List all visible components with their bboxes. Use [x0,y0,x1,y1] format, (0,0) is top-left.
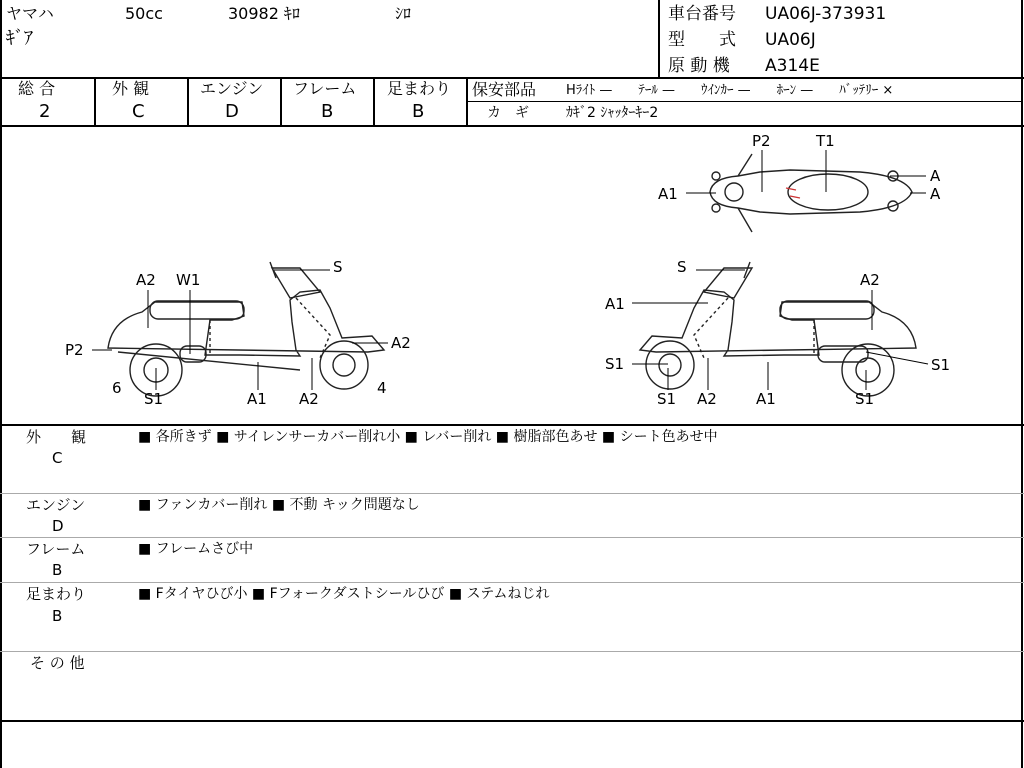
mark-label: S1 [657,390,677,408]
type-value: UA06J [765,30,816,50]
grade-label-suspension: 足まわり [387,79,452,98]
grade-divider [94,78,96,126]
engine-value: A314E [765,56,820,76]
mark-label: S1 [144,390,164,408]
displacement: 50cc [125,4,163,23]
grade-divider [187,78,189,126]
mark-label: S [677,258,687,276]
maker: ヤマハ [6,4,54,23]
mark-label: A2 [697,390,717,408]
remark-grade-exterior: C [52,449,63,467]
footer-line [0,720,1024,722]
mark-label: A2 [299,390,319,408]
remark-label-suspension: 足まわり [26,585,87,603]
grade-value-frame: B [321,101,334,122]
remark-label-other: そ の 他 [30,654,85,672]
mileage: 30982 ｷﾛ [228,4,300,23]
mark-label: S1 [605,355,625,373]
scooter-top-view [710,154,912,232]
mark-label: A2 [860,271,880,289]
model-name: ｷﾞｱ [6,28,33,49]
mark-label: A2 [391,334,411,352]
frame-no-label: 車台番号 [668,4,736,24]
remark-text-suspension: ■ Fタイヤひび小 ■ Fフォークダストシールひび ■ ステムねじれ [138,586,550,602]
header-bottom-line [0,77,1024,79]
remark-grade-frame: B [52,561,63,579]
mark-label: A1 [247,390,267,408]
remark-text-engine: ■ ファンカバー削れ ■ 不動 キック問題なし [138,497,420,513]
mark-label: 4 [377,379,387,397]
grade-value-suspension: B [412,101,425,122]
remark-label-engine: エンジン [26,496,86,514]
damage-diagram [0,127,1024,424]
mark-label: S [333,258,343,276]
grade-value-exterior: C [132,101,145,122]
grade-label-overall: 総 合 [18,79,56,98]
mark-label: S1 [855,390,875,408]
leader-lines [92,150,928,390]
remark-divider [0,651,1024,652]
grade-divider [466,78,468,126]
type-label: 型 式 [668,30,736,50]
mark-label: 6 [112,379,122,397]
grade-divider [373,78,375,126]
diagram-bottom-line [0,424,1024,426]
safety-items: Hﾗｲﾄ — ﾃｰﾙ — ｳｲﾝｶｰ — ﾎｰﾝ — ﾊﾞｯﾃﾘｰ × [566,83,894,98]
mark-label: T1 [816,132,835,150]
mark-label: A1 [658,185,678,203]
grade-label-engine: エンジン [200,79,264,98]
remark-text-frame: ■ フレームさび中 [138,541,254,557]
mark-label: W1 [176,271,201,289]
grade-label-frame: フレーム [293,79,357,98]
mark-label: A [930,185,941,203]
mark-label: A [930,167,941,185]
frame-no: UA06J-373931 [765,4,887,24]
remark-divider [0,493,1024,494]
remark-label-exterior: 外 観 [26,428,87,446]
color: ｼﾛ [395,4,412,23]
mark-label: A2 [136,271,156,289]
remark-text-exterior: ■ 各所きず ■ サイレンサーカバー削れ小 ■ レバー削れ ■ 樹脂部色あせ ■ シート色あせ中 [138,429,718,445]
safety-divider [467,101,1023,102]
mark-label: P2 [65,341,84,359]
remark-divider [0,537,1024,538]
key-value: ｶｷﾞ2 ｼｬｯﾀｰｷｰ2 [566,105,659,121]
key-label: カ ギ [487,105,529,121]
remark-label-frame: フレーム [26,540,86,558]
grade-label-exterior: 外 観 [112,79,150,98]
mark-label: S1 [931,356,951,374]
header-divider [658,0,660,78]
grade-divider [280,78,282,126]
grade-value-engine: D [225,101,239,122]
engine-label: 原 動 機 [668,56,730,76]
mark-label: P2 [752,132,771,150]
mark-label: A1 [756,390,776,408]
grade-value-overall: 2 [39,101,51,122]
remark-divider [0,582,1024,583]
mark-label: A1 [605,295,625,313]
remark-grade-engine: D [52,517,64,535]
remark-grade-suspension: B [52,607,63,625]
safety-label: 保安部品 [472,80,537,99]
